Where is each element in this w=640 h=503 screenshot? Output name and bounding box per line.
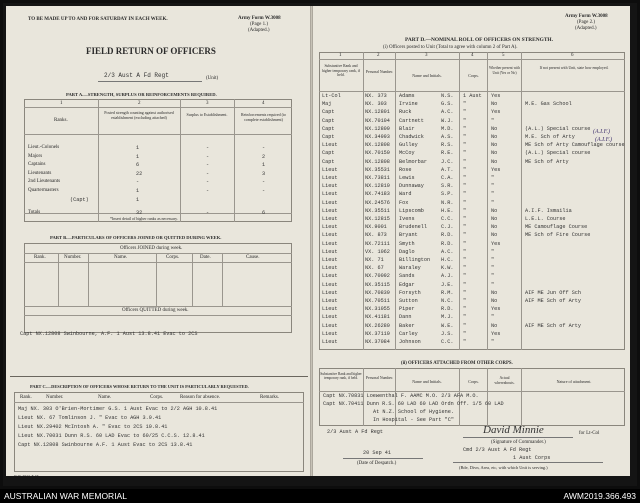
form-page-2: Army Form W.3008 (Page 2.) (Adapted.) PART D.—NOMINAL ROLL OF OFFICERS ON STRENGTH. (i) Officers posted to Unit (Total to agree with column 2 of Part A). 1 2 3 4 5 6 Substantive Rank and higher temporary rank, if held. Personal Number. Name and Initials. Corps. Whether present with Unit (Yes or No) If not present with Unit, state how employed. Lt-Col NX. 373 Adams N.S. 1 Aust Yes Maj NX. 303 Irvine G.S. " No M.E. Gas School Capt NX.12801 Ruck A.C. " Yes Capt NX.70104 Cartnett W.J. " " Capt NX.12809 Blair M.D. " No (A.L.) Special course Capt NX.34993 Chadwick A.S. " No M.E. Sch of Arty Lieut NX.12808 Gulley R.S. " No ME Sch of Arty Camouflage course Capt NX.70150 McCoy R.E. " No (A.L.) Special course Capt NX.12808 Belmorbar J.C. " No ME Sch of Arty Lieut NX.35531 Rose A.T. " Yes Lieut NX.73811 Lewis C.A. " " Lieut NX.12810 Dunnaway S.R. " " Lieut NX.74183 Ward S.P. " " Lieut NX.24576 Fox N.R. " " Lieut NX.35511 Lipscomb H.E. " No A.I.F. Ismailia Lieut NX.12815 Ivens C.C. " No L.E.L. Course Lieut NX.9001 Brudenell C.J. " No ME Camouflage Course Lieut NX. 873 Bryant R.D. " No ME Sch of Fire Course Lieut NX.72111 Smyth R.D. " Yes Lieut VX. 1062 Daglo A.C. " " Lieut NX. 71 Billington H.C. " " Lieut NX. 67 Waraley K.W. " " Lieut NX.70092 Sands A.J. " " Lieut NX.35115 Edgar J.E. " " Lieut NX.70839 Forsyth R.M. " No AIF ME Jun Off Sch Lieut NX.70511 Sutton N.C. " No AIF ME Sch of Arty Lieut NX.31055 Piper R.D. " Yes Lieut NX.41181 Dann M.J. " " Lieut NX.26280 Baker W.E. " No AIF ME Sch of Arty Lieut NX.37110 Carley J.S. " Yes Lieut NX.37084 Johnson C.C. " " (A.I.F.) (A.I.F.) (ii) OFFICERS ATTACHED FROM OTHER CORPS. Substantive Rank and higher temporary rank, if held. Personal Number. Name and Initials. Corps. Actual whereabouts. Nature of attachment. Capt NX.70831 Loewenthal F. AAMC M.O. 2/3 AFA M.O. Capt NX.70411 Dunn R.S. 60 LAD 60 LAD Ordn Off. 1/5 60 LAD At N.Z. School of Hygiene. In Hospital - See Part "C" 2/3 Aust A Fd Regt David Minnie for Lt-Col (Signature of Commander.) 20 Sep 41 (Date of Despatch.) Cmd 2/3 Aust A Fd Regt 1 Aust Corps (Bde, Divn, Area, etc, with which Unit is serving.) bbox=[313, 6, 630, 476]
strength-value: 32 bbox=[136, 210, 143, 217]
roll-emp: L.E.L. Course bbox=[525, 216, 566, 222]
roll-num: NX. 373 bbox=[365, 93, 387, 99]
roll-emp: ME Sch of Arty Camouflage course bbox=[525, 142, 625, 149]
roll-name: Edgar bbox=[399, 281, 415, 288]
roll-corps: " bbox=[463, 289, 467, 296]
roll-init: H.E. bbox=[441, 207, 454, 214]
roll-present: Yes bbox=[491, 240, 501, 247]
footer-institution: AUSTRALIAN WAR MEMORIAL bbox=[4, 491, 127, 501]
roll-name: Brudenell bbox=[399, 224, 428, 231]
form-page-number-2: (Page 2.) bbox=[577, 20, 596, 25]
roll-rank: Capt bbox=[322, 117, 335, 124]
rank-label: (Capt) bbox=[70, 196, 89, 203]
roll-init: R.S. bbox=[441, 142, 454, 149]
roll-corps: " bbox=[463, 125, 467, 132]
rank-label: Majors bbox=[28, 153, 43, 159]
roll-emp: AIF ME Jun Off Sch bbox=[525, 289, 582, 296]
roll-name: Billington bbox=[399, 257, 431, 263]
roll-name: Lewis bbox=[399, 175, 415, 181]
roll-num: NX.35511 bbox=[365, 207, 390, 214]
roll-rank: Capt bbox=[322, 158, 335, 165]
roll-init: W.E. bbox=[441, 322, 454, 329]
roll-present: Yes bbox=[491, 330, 501, 337]
roll-present: No bbox=[491, 101, 498, 108]
part-c-entry: Lieut NX.70031 Dunn R.S. 60 LAD Evac to 60/25 C.C.S. 12.8.41 bbox=[18, 433, 205, 439]
rank-label: 2nd Lieutenants bbox=[28, 179, 61, 185]
roll-name: Dann bbox=[399, 314, 412, 321]
roll-num: NX.35531 bbox=[365, 166, 390, 173]
formation-value-2: 1 Aust Corps bbox=[513, 455, 551, 461]
roll-rank: Capt bbox=[322, 150, 335, 157]
roll-name: Gulley bbox=[399, 142, 418, 149]
roll-rank: Lieut bbox=[322, 306, 338, 313]
roll-num: NX.37084 bbox=[365, 339, 390, 345]
roll-num: NX.70150 bbox=[365, 150, 390, 157]
roll-num: NX. 873 bbox=[365, 232, 387, 239]
roll-name: Belmorbar bbox=[399, 158, 428, 165]
roll-present: " bbox=[491, 175, 495, 181]
roll-corps: " bbox=[463, 224, 467, 231]
signature-unit-line: 2/3 Aust A Fd Regt bbox=[327, 429, 384, 435]
roll-num: NX.12808 bbox=[365, 158, 390, 165]
roll-present: " bbox=[491, 117, 495, 124]
roll-corps: " bbox=[463, 191, 467, 198]
reinforcement-value: 6 bbox=[262, 210, 266, 217]
roll-corps: " bbox=[463, 232, 467, 239]
roll-emp: ME Sch of Fire Course bbox=[525, 232, 591, 239]
strength-value: 1 bbox=[136, 196, 140, 203]
roll-num: NX.12801 bbox=[365, 109, 390, 116]
roll-init: A.C. bbox=[441, 248, 454, 255]
roll-corps: " bbox=[463, 298, 467, 304]
roll-init: C.C. bbox=[441, 216, 454, 222]
attached-entry: Capt NX.70411 Dunn R.S. 60 LAD 60 LAD Ordn Off. 1/5 60 LAD bbox=[323, 401, 504, 407]
roll-rank: Capt bbox=[322, 125, 335, 132]
roll-init: C.A. bbox=[441, 175, 454, 181]
roll-corps: " bbox=[463, 248, 467, 255]
strength-value: 22 bbox=[136, 170, 143, 177]
roll-init: C.C. bbox=[441, 339, 454, 345]
roll-rank: Lieut bbox=[322, 322, 338, 329]
roll-init: W.J. bbox=[441, 117, 454, 124]
roll-present: No bbox=[491, 158, 498, 165]
roll-name: Daglo bbox=[399, 248, 415, 255]
attached-entry: Capt NX.70831 Loewenthal F. AAMC M.O. 2/3 AFA M.O. bbox=[323, 393, 479, 399]
roll-present: " bbox=[491, 265, 495, 272]
roll-init: M.D. bbox=[441, 125, 454, 132]
surplus-value: - bbox=[206, 170, 210, 177]
form-adapted-note: (Adapted.) bbox=[248, 28, 270, 33]
joined-title: Officers JOINED during week. bbox=[120, 246, 183, 251]
part-d2-heading: (ii) OFFICERS ATTACHED FROM OTHER CORPS. bbox=[401, 361, 513, 366]
roll-present: Yes bbox=[491, 166, 501, 173]
roll-rank: Lieut bbox=[322, 240, 338, 247]
roll-init: N.S. bbox=[441, 93, 454, 99]
roll-init: J.S. bbox=[441, 330, 454, 337]
roll-rank: Lieut bbox=[322, 257, 338, 263]
roll-init: S.R. bbox=[441, 183, 454, 190]
roll-init: R.D. bbox=[441, 232, 454, 239]
part-d-heading: PART D.—NOMINAL ROLL OF OFFICERS ON STRENGTH. bbox=[405, 37, 553, 43]
roll-num: NX.70104 bbox=[365, 117, 390, 124]
roll-corps: " bbox=[463, 166, 467, 173]
roll-name: Forsyth bbox=[399, 289, 421, 296]
roll-corps: " bbox=[463, 117, 467, 124]
roll-emp: ME Sch of Arty bbox=[525, 158, 569, 165]
roll-emp: (A.L.) Special course bbox=[525, 150, 591, 157]
surplus-value: - bbox=[206, 188, 210, 194]
roll-num: NX.12808 bbox=[365, 142, 390, 149]
roll-init: R.D. bbox=[441, 240, 454, 247]
roll-rank: Lieut bbox=[322, 298, 338, 304]
despatch-date: 20 Sep 41 bbox=[363, 450, 392, 456]
top-note: TO BE MADE UP TO AND FOR SATURDAY IN EACH WEEK. bbox=[28, 17, 168, 22]
roll-name: Ruck bbox=[399, 109, 412, 116]
roll-rank: Lieut bbox=[322, 273, 338, 280]
surplus-value: - bbox=[206, 162, 210, 169]
roll-rank: Lieut bbox=[322, 330, 338, 337]
roll-num: NX.35115 bbox=[365, 281, 390, 288]
rank-label: Lieut.-Colonels bbox=[28, 145, 60, 150]
surplus-value: - bbox=[206, 145, 210, 151]
roll-rank: Capt bbox=[322, 109, 335, 116]
part-d-subheading: (i) Officers posted to Unit (Total to agree with column 2 of Part A). bbox=[383, 45, 518, 50]
roll-init: R.E. bbox=[441, 150, 454, 157]
roll-name: Piper bbox=[399, 306, 415, 313]
surplus-value: - bbox=[206, 210, 210, 217]
roll-present: No bbox=[491, 224, 498, 231]
roll-present: No bbox=[491, 232, 498, 239]
roll-present: No bbox=[491, 298, 498, 304]
part-c-entry: Lieut NX.29402 McIntosh A. " Evac to 2CS 10.8.41 bbox=[18, 424, 168, 430]
part-a-heading: PART A.—STRENGTH, SURPLUS OR REINFORCEMENTS REQUIRED. bbox=[66, 92, 217, 97]
part-c-heading: PART C.—DESCRIPTION OF OFFICERS WHOSE RETURN TO THE UNIT IS PARTICULARLY REQUESTED. bbox=[30, 384, 249, 389]
roll-corps: 1 Aust bbox=[463, 93, 482, 99]
roll-corps: " bbox=[463, 109, 467, 116]
roll-num: NX. 67 bbox=[365, 265, 384, 272]
strength-value: 6 bbox=[136, 162, 140, 169]
roll-init: A.C. bbox=[441, 109, 454, 116]
roll-rank: Lieut bbox=[322, 183, 338, 190]
roll-num: NX.70511 bbox=[365, 298, 390, 304]
roll-name: Rose bbox=[399, 166, 412, 173]
roll-num: NX. 303 bbox=[365, 101, 387, 108]
roll-num: NX.24576 bbox=[365, 199, 390, 206]
reinforcement-value: 2 bbox=[262, 153, 266, 160]
roll-name: Cartnett bbox=[399, 117, 424, 124]
roll-num: NX.70839 bbox=[365, 289, 390, 296]
roll-rank: Lieut bbox=[322, 142, 338, 149]
roll-init: C.J. bbox=[441, 224, 454, 231]
roll-name: Chadwick bbox=[399, 134, 424, 140]
roll-num: NX.12809 bbox=[365, 125, 390, 132]
roll-name: Carley bbox=[399, 330, 418, 337]
roll-num: NX.41181 bbox=[365, 314, 390, 321]
roll-name: Dunnaway bbox=[399, 183, 424, 190]
roll-present: Yes bbox=[491, 306, 501, 313]
roll-present: " bbox=[491, 248, 495, 255]
reinforcement-value: 3 bbox=[262, 170, 266, 177]
quitted-entry: Capt NX.12808 Swinbourne, A.F. 1 Aust 13.8.41 Evac to 2CS bbox=[20, 331, 198, 337]
reinforcement-value: - bbox=[262, 179, 266, 186]
margin-note-1: (A.I.F.) bbox=[593, 129, 611, 135]
roll-name: Fox bbox=[399, 199, 409, 206]
roll-num: NX. 71 bbox=[365, 257, 384, 263]
print-mark: W.W. 562/1 & 56 bbox=[14, 474, 39, 476]
roll-present: No bbox=[491, 289, 498, 296]
roll-emp: M.E. Gas School bbox=[525, 101, 572, 108]
roll-corps: " bbox=[463, 273, 467, 280]
roll-corps: " bbox=[463, 207, 467, 214]
roll-init: G.S. bbox=[441, 101, 454, 108]
roll-init: N.C. bbox=[441, 298, 454, 304]
roll-corps: " bbox=[463, 257, 467, 263]
roll-num: NX.12810 bbox=[365, 183, 390, 190]
roll-corps: " bbox=[463, 150, 467, 157]
roll-init: S.P. bbox=[441, 191, 454, 198]
roll-rank: Lieut bbox=[322, 199, 338, 206]
form-page-1: TO BE MADE UP TO AND FOR SATURDAY IN EACH WEEK. Army Form W.3008 (Page 1.) (Adapted.) FIELD RETURN OF OFFICERS 2/3 Aust A Fd Regt (Unit) PART A.—STRENGTH, SURPLUS OR REINFORCEMENTS REQUIRED. 1 2 3 4 Ranks. Posted strength counting against authorised establishment (excluding attached) Surplus to Establishment. Reinforcements required (to complete establishment) Lieut.-Colonels 1 - - Majors 1 - 2 Captains 6 - 1 Lieutenants 22 - 3 2nd Lieutenants - - - Quartermasters 1 - - (Capt) 1 Totals 32 - 6 *Insert detail of higher ranks as necessary. PART B.—PARTICULARS OF OFFICERS JOINED OR QUITTED DURING WEEK. Officers JOINED during week. Officers QUITTED during week. Rank. Number. Name. Corps. Date. Cause. Capt NX.12808 Swinbourne, A.F. 1 Aust 13.8.41 Evac to 2CS PART C.—DESCRIPTION OF OFFICERS WHOSE RETURN TO THE UNIT IS PARTICULARLY REQUESTED. Rank. Number. Name. Corps. Reason for absence. Remarks. Maj NX. 303 O'Brien-Mortimer G.S. 1 Aust Evac to 2/2 AGH 10.8.41 Lieut NX. 67 Tomlinson J. " Evac to AGH 3.9.41 Lieut NX.29402 McIntosh A. " Evac to 2CS 10.8.41 Lieut NX.70031 Dunn R.S. 60 LAD Evac to 60/25 C.C.S. 12.8.41 Capt NX.12808 Swinbourne A.F. 1 Aust Evac to 2CS 13.8.41 W.W. 562/1 & 56 bbox=[6, 6, 310, 476]
roll-num: VX. 1062 bbox=[365, 248, 390, 255]
despatch-date-label: (Date of Despatch.) bbox=[357, 461, 397, 466]
reinforcement-value: - bbox=[262, 145, 266, 151]
col-surplus-header: Surplus to Establishment. bbox=[186, 112, 228, 117]
roll-init: A.T. bbox=[441, 166, 454, 173]
roll-rank: Lt-Col bbox=[322, 93, 341, 99]
roll-rank: Lieut bbox=[322, 224, 338, 231]
roll-name: McCoy bbox=[399, 150, 415, 157]
roll-name: Ward bbox=[399, 191, 412, 198]
roll-rank: Lieut bbox=[322, 281, 338, 288]
commander-label: (Signature of Commander.) bbox=[491, 440, 546, 445]
rank-label: Lieutenants bbox=[28, 170, 52, 176]
form-id: Army Form W.3008 bbox=[238, 16, 281, 21]
roll-corps: " bbox=[463, 240, 467, 247]
roll-corps: " bbox=[463, 306, 467, 313]
roll-name: Baker bbox=[399, 322, 415, 329]
roll-rank: Lieut bbox=[322, 175, 338, 181]
strength-value: - bbox=[136, 179, 140, 186]
strength-value: 1 bbox=[136, 145, 140, 151]
roll-emp: M.E. Sch of Arty bbox=[525, 134, 575, 140]
form-adapted-note-2: (Adapted.) bbox=[575, 26, 597, 31]
roll-init: K.W. bbox=[441, 265, 454, 272]
roll-rank: Lieut bbox=[322, 191, 338, 198]
archive-footer bbox=[0, 489, 640, 503]
col-strength-header: Posted strength counting against authorised establishment (excluding attached) bbox=[104, 110, 174, 120]
roll-num: NX.73811 bbox=[365, 175, 390, 181]
roll-init: R.D. bbox=[441, 306, 454, 313]
roll-name: Ivens bbox=[399, 216, 415, 222]
roll-corps: " bbox=[463, 216, 467, 222]
roll-rank: Lieut bbox=[322, 166, 338, 173]
quitted-title: Officers QUITTED during week. bbox=[122, 308, 189, 313]
reinforcement-value: 1 bbox=[262, 162, 266, 169]
surplus-value: - bbox=[206, 153, 210, 160]
roll-rank: Lieut bbox=[322, 232, 338, 239]
roll-init: A.J. bbox=[441, 273, 454, 280]
roll-init: H.C. bbox=[441, 257, 454, 263]
part-c-entry: Lieut NX. 67 Tomlinson J. " Evac to AGH 3.9.41 bbox=[18, 415, 162, 421]
col-reinf-header: Reinforcements required (to complete establishment) bbox=[240, 112, 287, 122]
roll-rank: Lieut bbox=[322, 207, 338, 214]
roll-corps: " bbox=[463, 281, 467, 288]
roll-rank: Lieut bbox=[322, 339, 338, 345]
roll-present: Yes bbox=[491, 109, 501, 116]
unit-label: (Unit) bbox=[206, 76, 219, 81]
roll-present: No bbox=[491, 134, 498, 140]
roll-name: Johnson bbox=[399, 339, 421, 345]
roll-emp: A.I.F. Ismailia bbox=[525, 207, 572, 214]
roll-num: NX.74183 bbox=[365, 191, 390, 198]
roll-num: NX.31055 bbox=[365, 306, 390, 313]
roll-corps: " bbox=[463, 339, 467, 345]
attached-note: In Hospital - See Part "C" bbox=[373, 417, 454, 423]
part-c-entry: Maj NX. 303 O'Brien-Mortimer G.S. 1 Aust Evac to 2/2 AGH 10.8.41 bbox=[18, 406, 218, 412]
roll-present: No bbox=[491, 216, 498, 222]
form-page-number: (Page 1.) bbox=[250, 22, 269, 27]
roll-present: " bbox=[491, 183, 495, 190]
roll-present: " bbox=[491, 273, 495, 280]
roll-init: J.E. bbox=[441, 281, 454, 288]
roll-name: Sutton bbox=[399, 298, 418, 304]
nominal-roll-row bbox=[313, 338, 630, 347]
form-id-2: Army Form W.3008 bbox=[565, 14, 608, 19]
roll-present: " bbox=[491, 281, 495, 288]
roll-name: Sands bbox=[399, 273, 415, 280]
roll-corps: " bbox=[463, 175, 467, 181]
roll-corps: " bbox=[463, 330, 467, 337]
roll-present: " bbox=[491, 191, 495, 198]
formation-label: (Bde, Divn, Area, etc, with which Unit is serving.) bbox=[459, 465, 548, 470]
part-a-footnote: *Insert detail of higher ranks as necessary. bbox=[110, 216, 178, 221]
roll-rank: Lieut bbox=[322, 248, 338, 255]
roll-present: " bbox=[491, 339, 495, 345]
strength-value: 1 bbox=[136, 188, 140, 194]
roll-corps: " bbox=[463, 265, 467, 272]
rank-label: Quartermasters bbox=[28, 188, 59, 193]
roll-rank: Lieut bbox=[322, 314, 338, 321]
part-c-entry: Capt NX.12808 Swinbourne A.F. 1 Aust Evac to 2CS 13.8.41 bbox=[18, 442, 193, 448]
part-b-heading: PART B.—PARTICULARS OF OFFICERS JOINED OR QUITTED DURING WEEK. bbox=[50, 235, 222, 240]
roll-present: No bbox=[491, 322, 498, 329]
roll-emp: AIF ME Sch of Arty bbox=[525, 322, 582, 329]
roll-present: No bbox=[491, 207, 498, 214]
footer-accession-number: AWM2019.366.493 bbox=[563, 491, 636, 501]
col-ranks-header: Ranks. bbox=[54, 118, 68, 123]
roll-init: R.M. bbox=[441, 289, 454, 296]
rank-label: Totals bbox=[28, 210, 41, 216]
roll-present: No bbox=[491, 142, 498, 149]
roll-corps: " bbox=[463, 101, 467, 108]
commander-signature: David Minnie bbox=[483, 424, 544, 436]
roll-num: NX.37110 bbox=[365, 330, 390, 337]
rank-label: Captains bbox=[28, 162, 46, 168]
roll-present: " bbox=[491, 257, 495, 263]
signature-for: for Lt-Col bbox=[579, 431, 600, 436]
strength-value: 1 bbox=[136, 153, 140, 160]
roll-init: A.S. bbox=[441, 134, 454, 140]
roll-name: Blair bbox=[399, 125, 415, 132]
roll-name: Irvine bbox=[399, 101, 418, 108]
roll-present: No bbox=[491, 125, 498, 132]
attached-note: At N.Z. School of Hygiene. bbox=[373, 409, 454, 415]
reinforcement-value: - bbox=[262, 188, 266, 194]
roll-emp: ME Camouflage Course bbox=[525, 224, 588, 231]
roll-num: NX.34993 bbox=[365, 134, 390, 140]
roll-name: Waraley bbox=[399, 265, 421, 272]
part-c-table bbox=[14, 392, 304, 472]
roll-init: J.C. bbox=[441, 158, 454, 165]
roll-rank: Maj bbox=[322, 101, 332, 108]
roll-num: NX.12815 bbox=[365, 216, 390, 222]
roll-num: NX.72111 bbox=[365, 240, 390, 247]
roll-corps: " bbox=[463, 314, 467, 321]
roll-present: " bbox=[491, 199, 495, 206]
roll-name: Lipscomb bbox=[399, 207, 424, 214]
roll-corps: " bbox=[463, 134, 467, 140]
roll-emp: (A.L.) Special course bbox=[525, 125, 591, 132]
roll-init: M.J. bbox=[441, 314, 454, 321]
margin-note-2: (A.I.F.) bbox=[595, 137, 613, 143]
roll-emp: AIF ME Sch of Arty bbox=[525, 298, 582, 304]
roll-name: Smyth bbox=[399, 240, 415, 247]
roll-num: NX.26280 bbox=[365, 322, 390, 329]
roll-rank: Lieut bbox=[322, 216, 338, 222]
roll-present: No bbox=[491, 150, 498, 157]
roll-rank: Lieut bbox=[322, 265, 338, 272]
roll-init: N.R. bbox=[441, 199, 454, 206]
roll-corps: " bbox=[463, 183, 467, 190]
roll-num: NX.70092 bbox=[365, 273, 390, 280]
roll-corps: " bbox=[463, 322, 467, 329]
roll-rank: Capt bbox=[322, 134, 335, 140]
roll-present: " bbox=[491, 314, 495, 321]
document-title: FIELD RETURN OF OFFICERS bbox=[86, 46, 216, 56]
roll-name: Bryant bbox=[399, 232, 418, 239]
roll-corps: " bbox=[463, 199, 467, 206]
roll-present: Yes bbox=[491, 93, 501, 99]
surplus-value: - bbox=[206, 179, 210, 186]
roll-name: Adams bbox=[399, 93, 415, 99]
roll-num: NX.9001 bbox=[365, 224, 387, 231]
unit-value: 2/3 Aust A Fd Regt bbox=[104, 72, 169, 79]
formation-value: Cmd 2/3 Aust A Fd Regt bbox=[463, 447, 532, 453]
roll-corps: " bbox=[463, 158, 467, 165]
roll-corps: " bbox=[463, 142, 467, 149]
roll-rank: Lieut bbox=[322, 289, 338, 296]
